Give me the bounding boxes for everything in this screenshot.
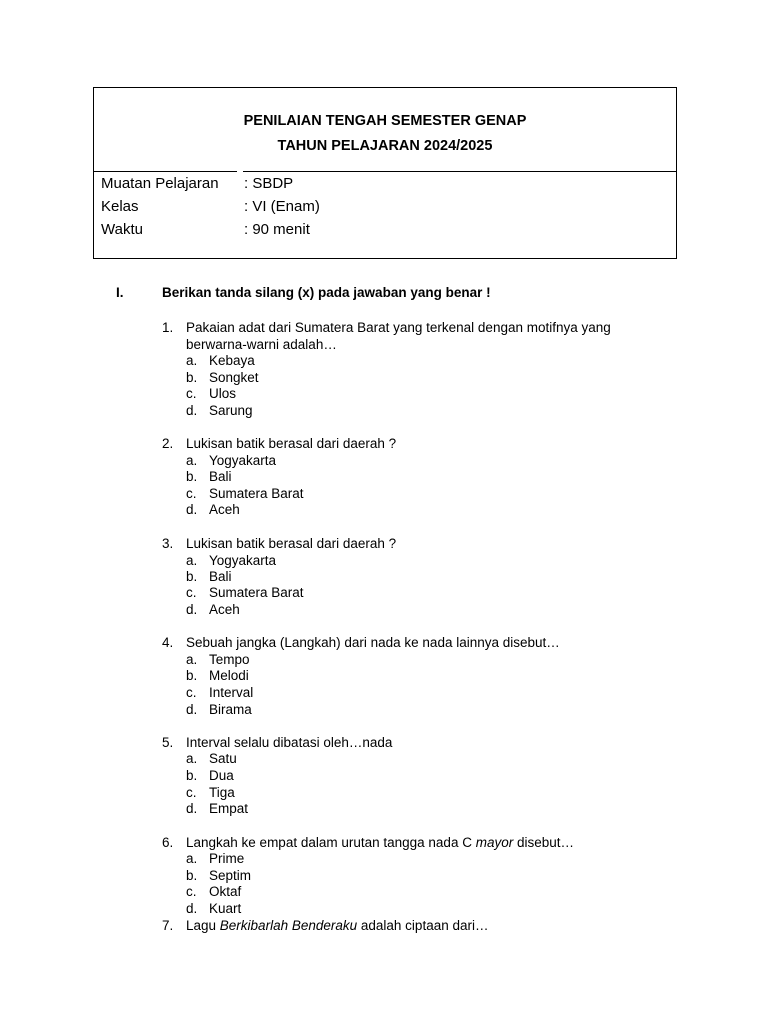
info-row-time (101, 221, 310, 238)
academic-year: TAHUN PELAJARAN 2024/2025 (277, 138, 493, 154)
exam-title: PENILAIAN TENGAH SEMESTER GENAP (243, 113, 527, 129)
question-number: 2. (162, 436, 174, 451)
question-text: Langkah ke empat dalam urutan tangga nada C mayor disebut… (186, 835, 575, 850)
question-number: 4. (162, 635, 174, 650)
info-value: : SBDP (244, 175, 294, 192)
info-value: : 90 menit (244, 221, 310, 238)
question-text: Lagu Berkibarlah Benderaku adalah ciptaan dari… (186, 918, 489, 933)
info-value: : VI (Enam) (244, 198, 320, 215)
info-row-subject (101, 175, 293, 192)
info-label: Waktu (101, 221, 143, 238)
question-number: 5. (162, 735, 174, 750)
question-number: 6. (162, 835, 174, 850)
question-text: Interval selalu dibatasi oleh…nada (186, 735, 393, 750)
info-label: Kelas (101, 198, 139, 215)
section-instruction: Berikan tanda silang (x) pada jawaban yang benar ! (162, 285, 491, 300)
question-number: 3. (162, 536, 174, 551)
question-text: Pakaian adat dari Sumatera Barat yang terkenal dengan motifnya yang berwarna-warni adalah… (186, 320, 611, 352)
info-label: Muatan Pelajaran (101, 175, 219, 192)
question-number: 7. (162, 918, 174, 933)
exam-header-box (93, 87, 677, 259)
question-text: Sebuah jangka (Langkah) dari nada ke nada lainnya disebut… (186, 635, 560, 650)
header-divider (94, 171, 676, 172)
question-text: Lukisan batik berasal dari daerah ? (186, 536, 397, 551)
question-text: Lukisan batik berasal dari daerah ? (186, 436, 397, 451)
question-number: 1. (162, 320, 174, 335)
section-number: I. (116, 285, 124, 300)
info-row-class (101, 198, 320, 215)
